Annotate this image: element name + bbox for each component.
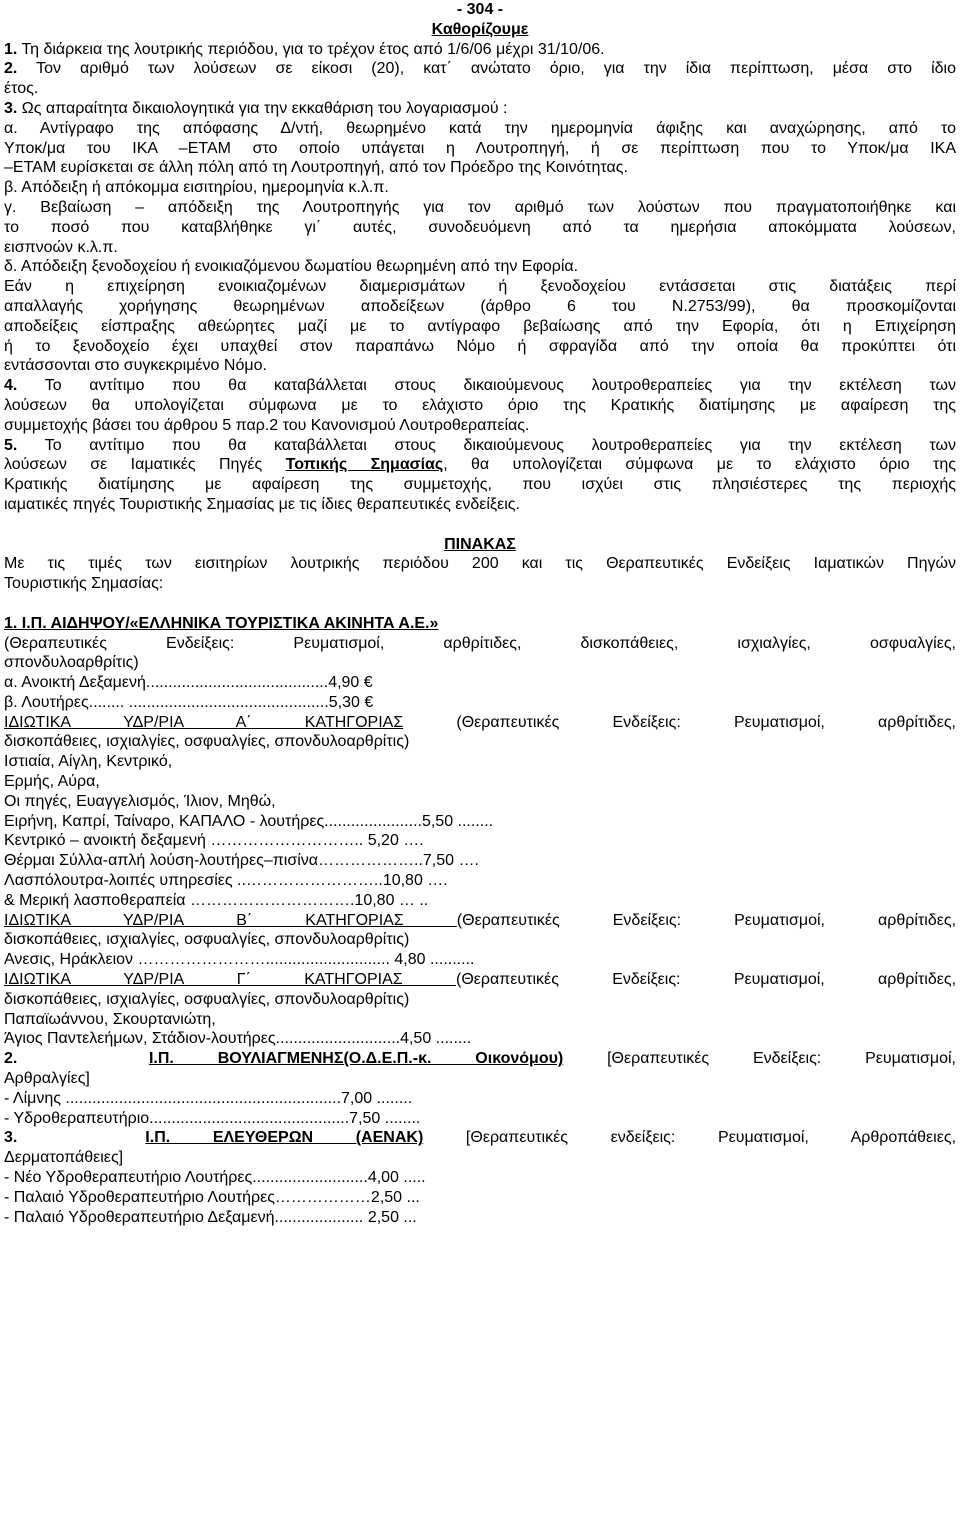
price-row: Ανεσις, Ηράκλειον ……………………............................ 4,80 ..........	[4, 951, 475, 969]
exemption-line: ή το ξενοδοχείο έχει υπαχθεί στον παραπάνω Νόμο ή σφραγίδα από την οποία θα προκύπτει ότι	[4, 337, 956, 355]
euro-icon: €	[364, 693, 374, 711]
price-row: - Παλαιό Υδροθεραπευτήριο Δεξαμενή.................... 2,50 ...	[4, 1208, 417, 1226]
item-5-line: ιαματικές πηγές Τουριστικής Σημασίας με τις ίδιες θεραπευτικές ενδείξεις.	[4, 495, 520, 513]
exemption-line: Εάν η επιχείρηση ενοικιαζομένων διαμερισμάτων ή ξενοδοχείου εντάσσεται στις διατάξεις περί	[4, 278, 956, 296]
exemption-line: αποδείξεις είσπραξης αθεώρητες μαζί με το αντίγραφο βεβαίωσης από την Εφορία, ότι η Επιχείρηση	[4, 317, 956, 335]
price-row: Λασπόλουτρα-λοιπές υπηρεσίες ..……………………..10,80 ….	[4, 872, 448, 890]
price-row: Κεντρικό – ανοικτή δεξαμενή ……………………….. 5,20 ….	[4, 832, 424, 850]
section-3-heading: 3. Ι.Π. ΕΛΕΥΘΕΡΩΝ (ΑΕΝΑΚ) [Θεραπευτικές ενδείξεις: Ρευματισμοί, Αρθροπάθειες,	[4, 1129, 956, 1147]
category-c-heading: ΙΔΙΩΤΙΚΑ ΥΔΡ/ΡΙΑ Γ΄ ΚΑΤΗΓΟΡΙΑΣ (Θεραπευτικές Ενδείξεις: Ρευματισμοί, αρθρίτιδες,	[4, 971, 956, 989]
section-2-heading: 2. Ι.Π. ΒΟΥΛΙΑΓΜΕΝΗΣ(Ο.Δ.Ε.Π.-κ. Οικονόμου) [Θεραπευτικές Ενδείξεις: Ρευματισμοί,	[4, 1050, 956, 1068]
item-5-line: λούσεων σε Ιαματικές Πηγές Τοπικής Σημασίας, θα υπολογίζεται σύμφωνα με το ελάχιστο όριο της	[4, 456, 956, 474]
section-3-indications: Δερματοπάθειες]	[4, 1149, 124, 1167]
item-3a-line: Υποκ/μα του ΙΚΑ –ΕΤΑΜ στο οποίο υπάγεται η Λουτροπηγή, ή σε περίπτωση που το Υποκ/μα ΙΚΑ	[4, 139, 956, 157]
price-row: Θέρμαι Σύλλα-απλή λούση-λουτήρες–πισίνα………………..7,50 ….	[4, 852, 479, 870]
section-1-indications: σπονδυλοαρθρίτις)	[4, 654, 139, 672]
category-b-heading: ΙΔΙΩΤΙΚΑ ΥΔΡ/ΡΙΑ Β΄ ΚΑΤΗΓΟΡΙΑΣ (Θεραπευτικές Ενδείξεις: Ρευματισμοί, αρθρίτιδες,	[4, 911, 956, 929]
category-indications: δισκοπάθειες, ισχιαλγίες, οσφυαλγίες, σπονδυλοαρθρίτις)	[4, 931, 410, 949]
item-3: 3. Ως απαραίτητα δικαιολογητικά για την εκκαθάριση του λογαριασμού :	[4, 99, 508, 117]
item-5: 5. Το αντίτιμο που θα καταβάλλεται στους δικαιούμενους λουτροθεραπείες για την εκτέλεση των	[4, 436, 956, 454]
hotel-row: Παπαϊωάννου, Σκουρτανιώτη,	[4, 1010, 216, 1028]
item-4-line: λούσεων θα υπολογίζεται σύμφωνα με το ελάχιστο όριο της Κρατικής διατίμησης με αφαίρεση της	[4, 396, 956, 414]
table-intro: Με τις τιμές των εισιτηρίων λουτρικής περιόδου 200 και τις Θεραπευτικές Ενδείξεις Ιαματικών Πηγών	[4, 555, 956, 573]
price-row: Άγιος Παντελεήμων, Στάδιον-λουτήρες............................4,50 ........	[4, 1030, 472, 1048]
hotel-row: Οι πηγές, Ευαγγελισμός, Ίλιον, Μηθώ,	[4, 792, 276, 810]
item-3c-line: το ποσό που καταβλήθηκε γι΄ αυτές, συνοδευόμενη από τα ημερήσια αποκόμματα λούσεων,	[4, 218, 956, 236]
price-row: β. Λουτήρες........ .............................................5,30 €	[4, 693, 374, 711]
item-4: 4. Το αντίτιμο που θα καταβάλλεται στους δικαιούμενους λουτροθεραπείες για την εκτέλεση των	[4, 377, 956, 395]
category-indications: δισκοπάθειες, ισχιαλγίες, οσφυαλγίες, σπονδυλοαρθρίτις)	[4, 733, 410, 751]
category-indications: δισκοπάθειες, ισχιαλγίες, οσφυαλγίες, σπονδυλοαρθρίτις)	[4, 990, 410, 1008]
item-2-cont: έτος.	[4, 80, 39, 98]
item-3a-line: α. Αντίγραφο της απόφασης Δ/ντή, θεωρημένο κατά την ημερομηνία άφιξης και αναχώρησης, από το	[4, 119, 956, 137]
price-row: α. Ανοικτή Δεξαμενή.........................................4,90 €	[4, 674, 373, 692]
table-intro: Τουριστικής Σημασίας:	[4, 575, 164, 593]
category-a-heading: ΙΔΙΩΤΙΚΑ ΥΔΡ/ΡΙΑ Α΄ ΚΑΤΗΓΟΡΙΑΣ (Θεραπευτικές Ενδείξεις: Ρευματισμοί, αρθρίτιδες,	[4, 713, 956, 731]
item-3c-line: γ. Βεβαίωση – απόδειξη της Λουτροπηγής για τον αριθμό των λούστων που πραγματοποιήθηκε και	[4, 198, 956, 216]
section-2-indications: Αρθραλγίες]	[4, 1070, 90, 1088]
exemption-line: απαλλαγής χορήγησης θεωρημένων αποδείξεων (άρθρο 6 του Ν.2753/99), θα προσκομίζονται	[4, 297, 956, 315]
exemption-line: εντάσσονται στο συγκεκριμένο Νόμο.	[4, 357, 267, 375]
section-1-heading: 1. Ι.Π. ΑΙΔΗΨΟΥ/«ΕΛΛΗΝΙΚΑ ΤΟΥΡΙΣΤΙΚΑ ΑΚΙΝΗΤΑ Α.Ε.»	[4, 614, 439, 632]
item-2: 2. Τον αριθμό των λούσεων σε είκοσι (20), κατ΄ ανώτατο όριο, για την ίδια περίπτωση, μέσα στο ίδιο	[4, 60, 956, 78]
item-3d: δ. Απόδειξη ξενοδοχείου ή ενοικιαζόμενου δωματίου θεωρημένη από την Εφορία.	[4, 258, 579, 276]
page-number: - 304 -	[456, 1, 504, 18]
item-3c-line: εισπνοών κ.λ.π.	[4, 238, 118, 256]
item-4-line: συμμετοχής βάσει του άρθρου 5 παρ.2 του Κανονισμού Λουτροθεραπείας.	[4, 416, 530, 434]
price-row: Ειρήνη, Καπρί, Ταίναρο, ΚΑΠΑΛΟ - λουτήρες......................5,50 ........	[4, 812, 494, 830]
euro-icon: €	[363, 674, 373, 692]
item-5-line: Κρατικής διατίμησης με αφαίρεση της συμμετοχής, που ισχύει στις πλησιέστερες της περιοχής	[4, 476, 956, 494]
table-title: ΠΙΝΑΚΑΣ	[444, 535, 516, 553]
price-row: - Νέο Υδροθεραπευτήριο Λουτήρες..........................4,00 .....	[4, 1169, 426, 1187]
hotel-row: Ιστιαία, Αίγλη, Κεντρικό,	[4, 753, 173, 771]
heading: Καθορίζουμε	[431, 20, 529, 38]
price-row: - Λίμνης ..............................................................7,00 ........	[4, 1089, 413, 1107]
item-1: 1. Τη διάρκεια της λουτρικής περιόδου, για το τρέχον έτος από 1/6/06 μέχρι 31/10/06.	[4, 40, 605, 58]
price-row: - Παλαιό Υδροθεραπευτήριο Λουτήρες………………2,50 ...	[4, 1188, 420, 1206]
item-3b: β. Απόδειξη ή απόκομμα εισιτηρίου, ημερομηνία κ.λ.π.	[4, 179, 389, 197]
item-3a-line: –ΕΤΑΜ ευρίσκεται σε άλλη πόλη από τη Λουτροπηγή, από τον Πρόεδρο της Κοινότητας.	[4, 159, 628, 177]
price-row: & Μερική λασποθεραπεία ………………………….10,80 … ..	[4, 891, 429, 909]
price-row: - Υδροθεραπευτήριο.............................................7,50 ........	[4, 1109, 421, 1127]
hotel-row: Ερμής, Αύρα,	[4, 773, 100, 791]
section-1-indications: (Θεραπευτικές Ενδείξεις: Ρευματισμοί, αρθρίτιδες, δισκοπάθειες, ισχιαλγίες, οσφυαλγίες,	[4, 634, 956, 652]
